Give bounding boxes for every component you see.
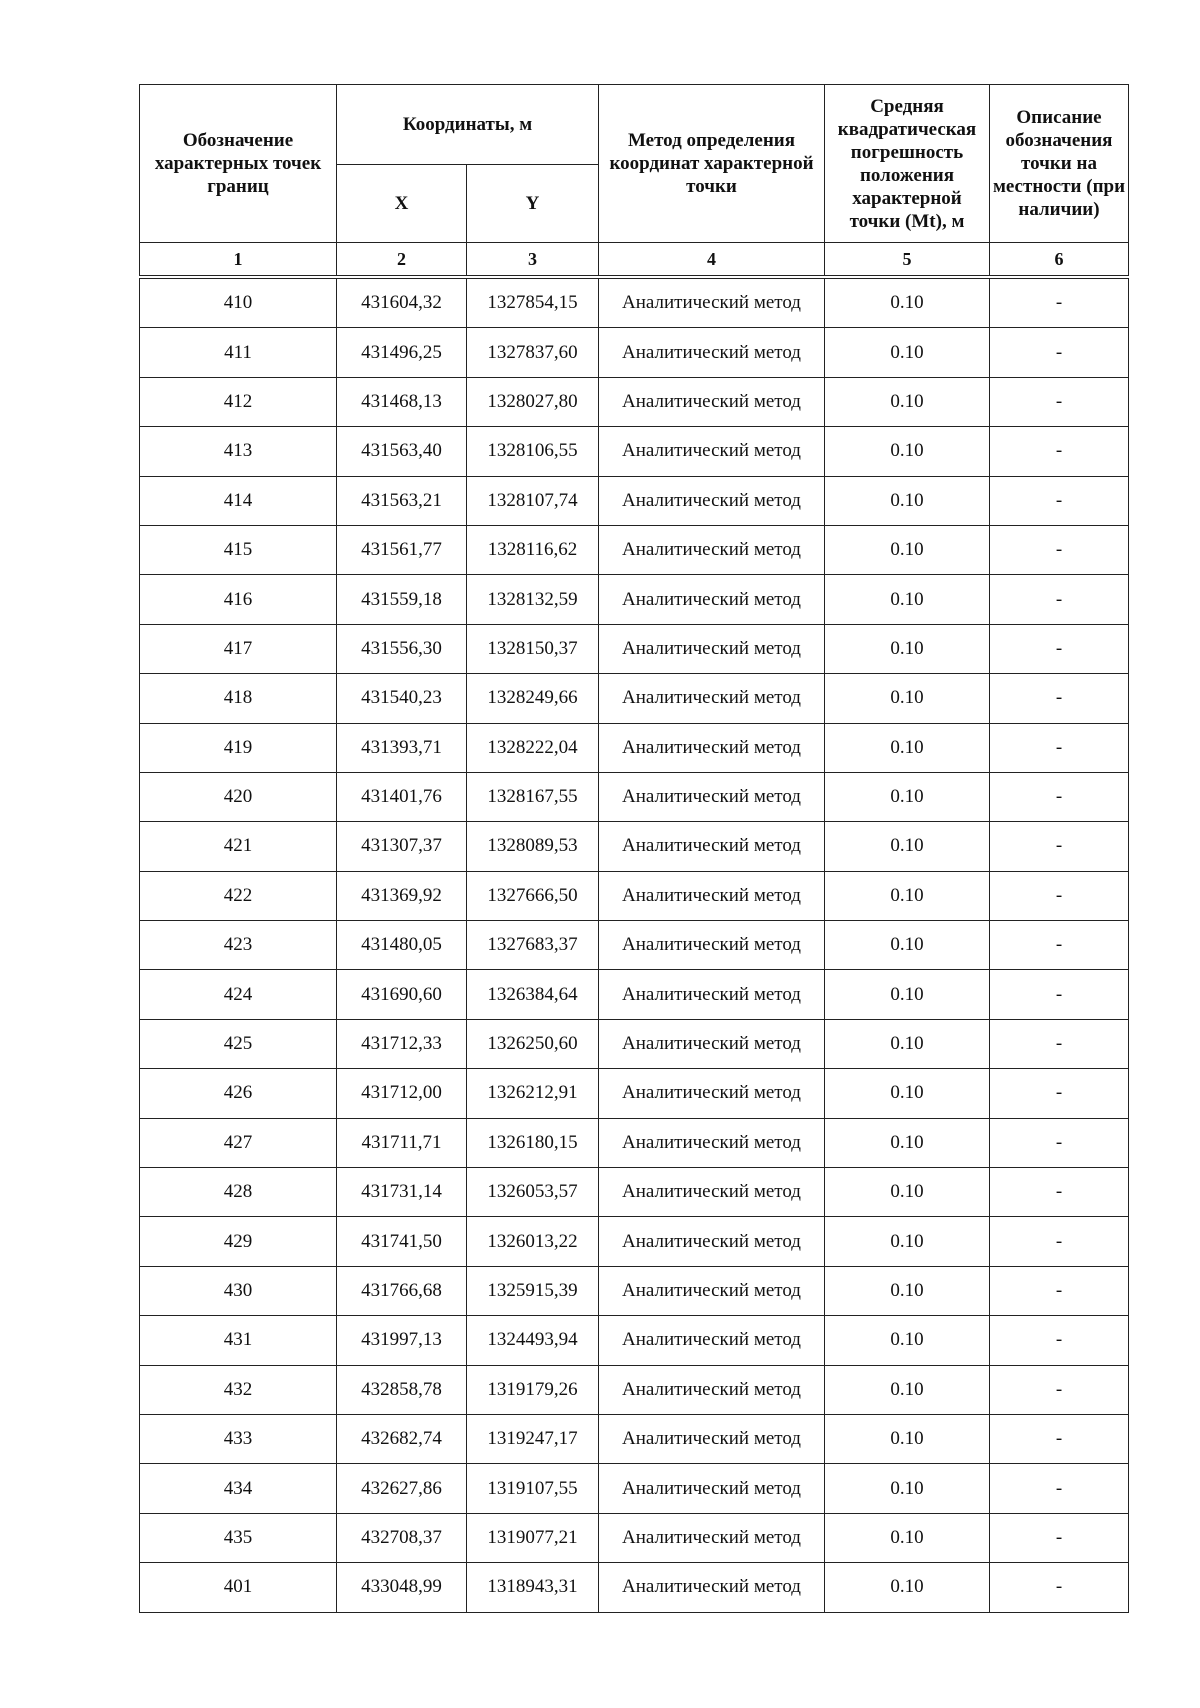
description-cell: - <box>990 1464 1129 1513</box>
header-coordinates: Координаты, м <box>337 85 599 165</box>
x-coordinate-cell: 431561,77 <box>337 525 467 574</box>
mt-cell: 0.10 <box>825 1563 990 1612</box>
point-cell: 431 <box>140 1316 337 1365</box>
mt-cell: 0.10 <box>825 377 990 426</box>
description-cell: - <box>990 1365 1129 1414</box>
table-row <box>140 1168 1129 1217</box>
table-row <box>140 1414 1129 1463</box>
description-cell: - <box>990 1118 1129 1167</box>
description-cell: - <box>990 1217 1129 1266</box>
table-row <box>140 525 1129 574</box>
point-cell: 412 <box>140 377 337 426</box>
y-coordinate-cell: 1319107,55 <box>467 1464 599 1513</box>
mt-cell: 0.10 <box>825 279 990 328</box>
y-coordinate-cell: 1326384,64 <box>467 970 599 1019</box>
x-coordinate-cell: 431766,68 <box>337 1266 467 1315</box>
table-row <box>140 279 1129 328</box>
y-coordinate-cell: 1324493,94 <box>467 1316 599 1365</box>
point-cell: 432 <box>140 1365 337 1414</box>
description-cell: - <box>990 822 1129 871</box>
method-cell: Аналитический метод <box>599 970 825 1019</box>
point-cell: 429 <box>140 1217 337 1266</box>
table-row <box>140 1464 1129 1513</box>
method-cell: Аналитический метод <box>599 575 825 624</box>
x-coordinate-cell: 431690,60 <box>337 970 467 1019</box>
mt-cell: 0.10 <box>825 1464 990 1513</box>
description-cell: - <box>990 1563 1129 1612</box>
x-coordinate-cell: 431712,33 <box>337 1019 467 1068</box>
x-coordinate-cell: 431480,05 <box>337 921 467 970</box>
table-row <box>140 772 1129 821</box>
x-coordinate-cell: 431604,32 <box>337 279 467 328</box>
point-cell: 435 <box>140 1513 337 1562</box>
point-cell: 420 <box>140 772 337 821</box>
header-x: X <box>337 165 467 243</box>
y-coordinate-cell: 1327837,60 <box>467 328 599 377</box>
point-cell: 417 <box>140 624 337 673</box>
point-cell: 430 <box>140 1266 337 1315</box>
mt-cell: 0.10 <box>825 1019 990 1068</box>
method-cell: Аналитический метод <box>599 377 825 426</box>
y-coordinate-cell: 1327683,37 <box>467 921 599 970</box>
y-coordinate-cell: 1328116,62 <box>467 525 599 574</box>
table-row <box>140 377 1129 426</box>
y-coordinate-cell: 1327666,50 <box>467 871 599 920</box>
boundary-points-table <box>139 84 1129 1613</box>
description-cell: - <box>990 1168 1129 1217</box>
y-coordinate-cell: 1328089,53 <box>467 822 599 871</box>
point-cell: 419 <box>140 723 337 772</box>
point-cell: 428 <box>140 1168 337 1217</box>
method-cell: Аналитический метод <box>599 476 825 525</box>
method-cell: Аналитический метод <box>599 1168 825 1217</box>
table-row <box>140 1365 1129 1414</box>
mt-cell: 0.10 <box>825 970 990 1019</box>
point-cell: 415 <box>140 525 337 574</box>
table-row <box>140 1118 1129 1167</box>
table-row <box>140 970 1129 1019</box>
mt-cell: 0.10 <box>825 476 990 525</box>
point-cell: 416 <box>140 575 337 624</box>
description-cell: - <box>990 772 1129 821</box>
mt-cell: 0.10 <box>825 921 990 970</box>
method-cell: Аналитический метод <box>599 921 825 970</box>
mt-cell: 0.10 <box>825 328 990 377</box>
y-coordinate-cell: 1326013,22 <box>467 1217 599 1266</box>
method-cell: Аналитический метод <box>599 723 825 772</box>
method-cell: Аналитический метод <box>599 1316 825 1365</box>
y-coordinate-cell: 1326212,91 <box>467 1069 599 1118</box>
description-cell: - <box>990 575 1129 624</box>
description-cell: - <box>990 476 1129 525</box>
table-header <box>140 85 1129 279</box>
x-coordinate-cell: 433048,99 <box>337 1563 467 1612</box>
y-coordinate-cell: 1326053,57 <box>467 1168 599 1217</box>
method-cell: Аналитический метод <box>599 328 825 377</box>
x-coordinate-cell: 432682,74 <box>337 1414 467 1463</box>
description-cell: - <box>990 427 1129 476</box>
column-number: 2 <box>337 243 467 276</box>
y-coordinate-cell: 1326180,15 <box>467 1118 599 1167</box>
coordinates-sheet <box>139 84 1128 1613</box>
x-coordinate-cell: 432858,78 <box>337 1365 467 1414</box>
point-cell: 413 <box>140 427 337 476</box>
mt-cell: 0.10 <box>825 723 990 772</box>
x-coordinate-cell: 431468,13 <box>337 377 467 426</box>
mt-cell: 0.10 <box>825 525 990 574</box>
method-cell: Аналитический метод <box>599 871 825 920</box>
mt-cell: 0.10 <box>825 624 990 673</box>
y-coordinate-cell: 1328222,04 <box>467 723 599 772</box>
mt-cell: 0.10 <box>825 1513 990 1562</box>
y-coordinate-cell: 1319179,26 <box>467 1365 599 1414</box>
method-cell: Аналитический метод <box>599 427 825 476</box>
x-coordinate-cell: 431559,18 <box>337 575 467 624</box>
mt-cell: 0.10 <box>825 1217 990 1266</box>
description-cell: - <box>990 624 1129 673</box>
x-coordinate-cell: 431997,13 <box>337 1316 467 1365</box>
description-cell: - <box>990 279 1129 328</box>
method-cell: Аналитический метод <box>599 1217 825 1266</box>
column-number: 6 <box>990 243 1129 276</box>
x-coordinate-cell: 431563,21 <box>337 476 467 525</box>
mt-cell: 0.10 <box>825 1168 990 1217</box>
y-coordinate-cell: 1325915,39 <box>467 1266 599 1315</box>
table-row <box>140 1019 1129 1068</box>
y-coordinate-cell: 1327854,15 <box>467 279 599 328</box>
x-coordinate-cell: 431712,00 <box>337 1069 467 1118</box>
description-cell: - <box>990 1266 1129 1315</box>
description-cell: - <box>990 970 1129 1019</box>
table-row <box>140 1217 1129 1266</box>
point-cell: 433 <box>140 1414 337 1463</box>
description-cell: - <box>990 871 1129 920</box>
method-cell: Аналитический метод <box>599 1513 825 1562</box>
point-cell: 422 <box>140 871 337 920</box>
mt-cell: 0.10 <box>825 871 990 920</box>
description-cell: - <box>990 1069 1129 1118</box>
table-row <box>140 575 1129 624</box>
x-coordinate-cell: 432708,37 <box>337 1513 467 1562</box>
y-coordinate-cell: 1328249,66 <box>467 674 599 723</box>
description-cell: - <box>990 674 1129 723</box>
mt-cell: 0.10 <box>825 1365 990 1414</box>
y-coordinate-cell: 1319247,17 <box>467 1414 599 1463</box>
table-body <box>140 279 1129 1613</box>
point-cell: 424 <box>140 970 337 1019</box>
point-cell: 418 <box>140 674 337 723</box>
x-coordinate-cell: 431741,50 <box>337 1217 467 1266</box>
table-row <box>140 822 1129 871</box>
table-row <box>140 723 1129 772</box>
method-cell: Аналитический метод <box>599 624 825 673</box>
x-coordinate-cell: 431731,14 <box>337 1168 467 1217</box>
description-cell: - <box>990 723 1129 772</box>
point-cell: 427 <box>140 1118 337 1167</box>
header-point-description: Описание обозначения точки на местности (при наличии) <box>990 85 1129 243</box>
description-cell: - <box>990 377 1129 426</box>
y-coordinate-cell: 1328132,59 <box>467 575 599 624</box>
point-cell: 421 <box>140 822 337 871</box>
mt-cell: 0.10 <box>825 1316 990 1365</box>
y-coordinate-cell: 1326250,60 <box>467 1019 599 1068</box>
y-coordinate-cell: 1328027,80 <box>467 377 599 426</box>
y-coordinate-cell: 1328106,55 <box>467 427 599 476</box>
table-row <box>140 1266 1129 1315</box>
description-cell: - <box>990 1019 1129 1068</box>
table-row <box>140 921 1129 970</box>
method-cell: Аналитический метод <box>599 525 825 574</box>
method-cell: Аналитический метод <box>599 1414 825 1463</box>
table-row <box>140 624 1129 673</box>
method-cell: Аналитический метод <box>599 1563 825 1612</box>
table-row <box>140 328 1129 377</box>
y-coordinate-cell: 1319077,21 <box>467 1513 599 1562</box>
header-y: Y <box>467 165 599 243</box>
mt-cell: 0.10 <box>825 1069 990 1118</box>
x-coordinate-cell: 431711,71 <box>337 1118 467 1167</box>
method-cell: Аналитический метод <box>599 1464 825 1513</box>
x-coordinate-cell: 431556,30 <box>337 624 467 673</box>
header-mean-square-error: Средняя квадратическая погрешность положения характерной точки (Mt), м <box>825 85 990 243</box>
description-cell: - <box>990 1316 1129 1365</box>
column-number: 3 <box>467 243 599 276</box>
x-coordinate-cell: 431563,40 <box>337 427 467 476</box>
table-row <box>140 1513 1129 1562</box>
method-cell: Аналитический метод <box>599 674 825 723</box>
x-coordinate-cell: 431369,92 <box>337 871 467 920</box>
table-row <box>140 427 1129 476</box>
point-cell: 401 <box>140 1563 337 1612</box>
y-coordinate-cell: 1328150,37 <box>467 624 599 673</box>
column-number: 1 <box>140 243 337 276</box>
method-cell: Аналитический метод <box>599 772 825 821</box>
method-cell: Аналитический метод <box>599 822 825 871</box>
x-coordinate-cell: 431307,37 <box>337 822 467 871</box>
y-coordinate-cell: 1328167,55 <box>467 772 599 821</box>
method-cell: Аналитический метод <box>599 1019 825 1068</box>
header-point-designation: Обозначение характерных точек границ <box>140 85 337 243</box>
column-number: 5 <box>825 243 990 276</box>
header-method: Метод определения координат характерной точки <box>599 85 825 243</box>
mt-cell: 0.10 <box>825 1266 990 1315</box>
mt-cell: 0.10 <box>825 427 990 476</box>
method-cell: Аналитический метод <box>599 1266 825 1315</box>
description-cell: - <box>990 1513 1129 1562</box>
method-cell: Аналитический метод <box>599 1069 825 1118</box>
y-coordinate-cell: 1328107,74 <box>467 476 599 525</box>
mt-cell: 0.10 <box>825 772 990 821</box>
mt-cell: 0.10 <box>825 575 990 624</box>
x-coordinate-cell: 431496,25 <box>337 328 467 377</box>
point-cell: 423 <box>140 921 337 970</box>
y-coordinate-cell: 1318943,31 <box>467 1563 599 1612</box>
x-coordinate-cell: 432627,86 <box>337 1464 467 1513</box>
method-cell: Аналитический метод <box>599 279 825 328</box>
table-row <box>140 871 1129 920</box>
x-coordinate-cell: 431401,76 <box>337 772 467 821</box>
method-cell: Аналитический метод <box>599 1365 825 1414</box>
table-row <box>140 1316 1129 1365</box>
table-row <box>140 674 1129 723</box>
method-cell: Аналитический метод <box>599 1118 825 1167</box>
x-coordinate-cell: 431540,23 <box>337 674 467 723</box>
table-row <box>140 1563 1129 1612</box>
mt-cell: 0.10 <box>825 674 990 723</box>
description-cell: - <box>990 1414 1129 1463</box>
description-cell: - <box>990 921 1129 970</box>
table-row <box>140 476 1129 525</box>
point-cell: 410 <box>140 279 337 328</box>
mt-cell: 0.10 <box>825 1118 990 1167</box>
mt-cell: 0.10 <box>825 822 990 871</box>
description-cell: - <box>990 525 1129 574</box>
table-row <box>140 1069 1129 1118</box>
x-coordinate-cell: 431393,71 <box>337 723 467 772</box>
mt-cell: 0.10 <box>825 1414 990 1463</box>
point-cell: 414 <box>140 476 337 525</box>
column-number: 4 <box>599 243 825 276</box>
point-cell: 411 <box>140 328 337 377</box>
point-cell: 434 <box>140 1464 337 1513</box>
point-cell: 426 <box>140 1069 337 1118</box>
point-cell: 425 <box>140 1019 337 1068</box>
column-numbers-row <box>140 243 1129 276</box>
description-cell: - <box>990 328 1129 377</box>
